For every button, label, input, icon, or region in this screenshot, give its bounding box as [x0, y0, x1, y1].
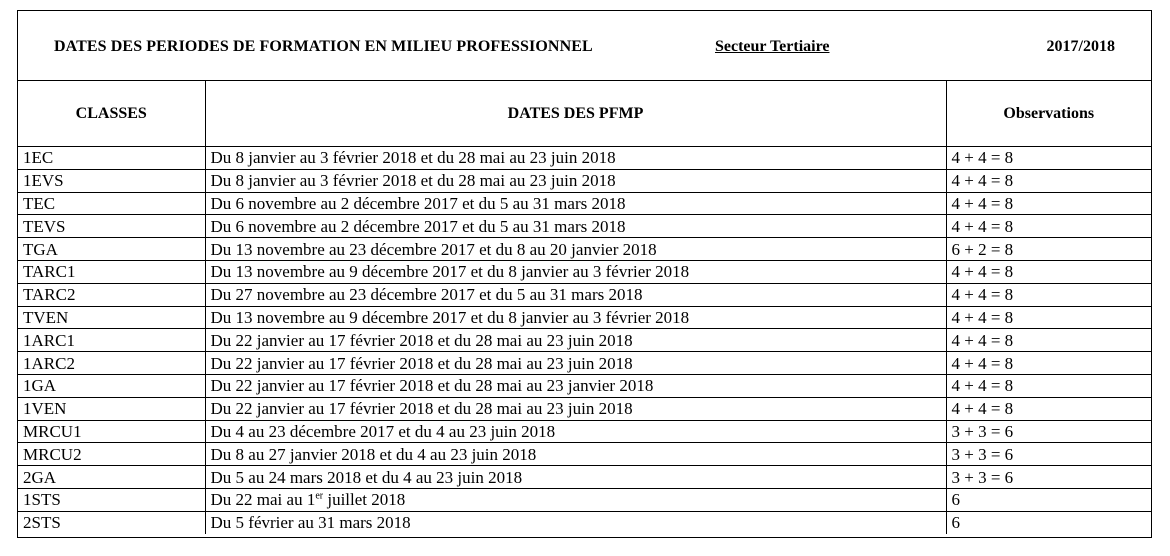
school-year: 2017/2018: [1046, 38, 1115, 55]
dates-text-before: Du 22 mai au 1: [210, 490, 316, 510]
class-cell: TEC: [18, 192, 205, 215]
class-cell: 2STS: [18, 511, 205, 533]
dates-cell: Du 22 janvier au 17 février 2018 et du 28 mai au 23 janvier 2018: [205, 374, 946, 397]
dates-text-after: juillet 2018: [323, 490, 406, 510]
document-header: [18, 11, 1151, 81]
table-row: [18, 283, 1151, 306]
observation-cell: 4 + 4 = 8: [946, 374, 1151, 397]
class-cell: 1EC: [18, 147, 205, 170]
observation-cell: 4 + 4 = 8: [946, 147, 1151, 170]
document-title: DATES DES PERIODES DE FORMATION EN MILIEU PROFESSIONNEL: [54, 38, 593, 55]
observation-cell: 6: [946, 488, 1151, 511]
dates-cell: Du 13 novembre au 9 décembre 2017 et du 8 janvier au 3 février 2018: [205, 260, 946, 283]
table-row: [18, 352, 1151, 375]
observation-cell: 4 + 4 = 8: [946, 215, 1151, 238]
column-header-classes: CLASSES: [18, 81, 205, 147]
observation-cell: 4 + 4 = 8: [946, 192, 1151, 215]
table-row: [18, 511, 1151, 533]
table-row: [18, 488, 1151, 511]
class-cell: TGA: [18, 238, 205, 261]
table-row: [18, 443, 1151, 466]
class-cell: TARC2: [18, 283, 205, 306]
observation-cell: 3 + 3 = 6: [946, 443, 1151, 466]
table-row: [18, 147, 1151, 170]
class-cell: 1STS: [18, 488, 205, 511]
dates-cell: Du 22 janvier au 17 février 2018 et du 28 mai au 23 juin 2018: [205, 329, 946, 352]
pfmp-document: [17, 10, 1152, 538]
table-row: [18, 374, 1151, 397]
class-cell: 1GA: [18, 374, 205, 397]
dates-cell: Du 6 novembre au 2 décembre 2017 et du 5 au 31 mars 2018: [205, 215, 946, 238]
column-header-observations: Observations: [946, 81, 1151, 147]
observation-cell: 4 + 4 = 8: [946, 306, 1151, 329]
dates-cell: Du 5 au 24 mars 2018 et du 4 au 23 juin 2018: [205, 466, 946, 489]
observation-cell: 4 + 4 = 8: [946, 329, 1151, 352]
class-cell: 1EVS: [18, 169, 205, 192]
table-row: [18, 306, 1151, 329]
observation-cell: 4 + 4 = 8: [946, 169, 1151, 192]
observation-cell: 6 + 2 = 8: [946, 238, 1151, 261]
table-row: [18, 466, 1151, 489]
table-row: [18, 169, 1151, 192]
ordinal-superscript: er: [315, 490, 324, 502]
observation-cell: 4 + 4 = 8: [946, 260, 1151, 283]
observation-cell: 4 + 4 = 8: [946, 283, 1151, 306]
dates-cell: Du 5 février au 31 mars 2018: [205, 511, 946, 533]
observation-cell: 4 + 4 = 8: [946, 397, 1151, 420]
dates-cell: Du 8 janvier au 3 février 2018 et du 28 mai au 23 juin 2018: [205, 147, 946, 170]
class-cell: 1ARC1: [18, 329, 205, 352]
dates-cell: Du 22 janvier au 17 février 2018 et du 28 mai au 23 juin 2018: [205, 352, 946, 375]
column-header-dates: DATES DES PFMP: [205, 81, 946, 147]
table-row: [18, 397, 1151, 420]
table-row: [18, 420, 1151, 443]
dates-cell: Du 13 novembre au 9 décembre 2017 et du 8 janvier au 3 février 2018: [205, 306, 946, 329]
table-row: [18, 238, 1151, 261]
observation-cell: 3 + 3 = 6: [946, 420, 1151, 443]
table-row: [18, 215, 1151, 238]
observation-cell: 6: [951, 513, 960, 533]
class-cell: MRCU1: [18, 420, 205, 443]
dates-cell: Du 6 novembre au 2 décembre 2017 et du 5 au 31 mars 2018: [205, 192, 946, 215]
dates-cell: Du 27 novembre au 23 décembre 2017 et du 5 au 31 mars 2018: [205, 283, 946, 306]
table-header-row: [18, 81, 1151, 147]
class-cell: MRCU2: [18, 443, 205, 466]
dates-cell: Du 8 janvier au 3 février 2018 et du 28 mai au 23 juin 2018: [205, 169, 946, 192]
observation-cell: 4 + 4 = 8: [946, 352, 1151, 375]
table-row: [18, 192, 1151, 215]
table-row: [18, 260, 1151, 283]
table-row: [18, 329, 1151, 352]
sector-label: Secteur Tertiaire: [715, 38, 830, 55]
pfmp-table: [18, 81, 1151, 534]
dates-cell: Du 13 novembre au 23 décembre 2017 et du 8 au 20 janvier 2018: [205, 238, 946, 261]
class-cell: 1VEN: [18, 397, 205, 420]
class-cell: TEVS: [18, 215, 205, 238]
dates-cell: Du 8 au 27 janvier 2018 et du 4 au 23 juin 2018: [205, 443, 946, 466]
class-cell: TVEN: [18, 306, 205, 329]
observation-cell: 3 + 3 = 6: [946, 466, 1151, 489]
dates-cell: Du 4 au 23 décembre 2017 et du 4 au 23 juin 2018: [205, 420, 946, 443]
dates-cell: Du 22 janvier au 17 février 2018 et du 28 mai au 23 juin 2018: [205, 397, 946, 420]
class-cell: TARC1: [18, 260, 205, 283]
class-cell: 2GA: [18, 466, 205, 489]
dates-cell: [205, 488, 946, 511]
class-cell: 1ARC2: [18, 352, 205, 375]
